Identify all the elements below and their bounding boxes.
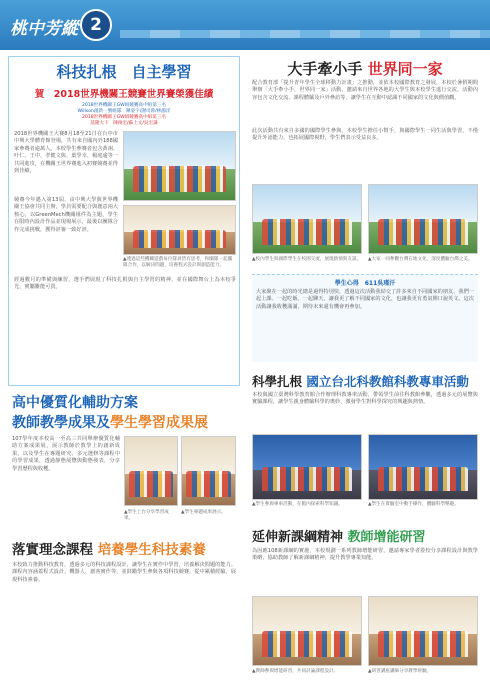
- article1-award-line-2: Willson創新一號組隊 陳姿宇/謝司蓉/林鴻洋: [77, 109, 171, 114]
- article-science-bus: [248, 372, 482, 520]
- article5-title-part-2: 教師增能研習: [347, 530, 426, 545]
- article3-caption-1: ▲學生參與專車活動，在館內探索科學知識。: [252, 502, 343, 507]
- science-museum-photo-2: [368, 434, 478, 500]
- article4-caption-2: ▲學生專題成果展示。: [181, 510, 226, 515]
- article2-caption-1: ▲校內學生與國際學生在校園交流，展現熱情與友誼。: [252, 257, 362, 262]
- cultural-visit-photo: [368, 184, 478, 254]
- article3-title-part-1: 科學扎根: [252, 374, 303, 389]
- article5-caption-2: ▲研習講座講師分享教學經驗。: [368, 669, 432, 674]
- article4-caption-1: ▲學生上台分享學習成果。: [124, 510, 169, 521]
- article3-body: 本校與國立臺灣科學教育館合作辦理科教專車活動，帶領學生前往科教館參觀，透過多元的展覽與實驗課程，讓學生親身體驗科學的奧妙，激發學生對科學探究的興趣與熱情。: [252, 392, 478, 406]
- article3-title-part-2: 國立台北科教館科教專車活動: [306, 374, 469, 389]
- article4-body: 107學年度本校高一至高三共同舉辦優質化輔助方案成果展，展示教師於教學上的創新成果，以及學生在專題研究、多元選修等課程中的學習成果，透過靜態展覽與動態發表，分享學習歷程與收穫。: [12, 436, 120, 472]
- article1-body: 2018世界機關王大賽8月18至21日在台中市中興大學體育館登場，共有來自國內外188國家參賽者逾萬人。本校學生參賽者包含黃翊、叶仁、王中、孝健文與、葉學幸、楊庭逾等一共同進攻，在機關王世界賽進入初賽競賽並得到佳績。: [14, 131, 118, 175]
- robotics-competition-photo: [123, 205, 236, 255]
- article-teacher-training: [248, 526, 482, 694]
- article5-body: 為因應108新課綱的實施，本校規劃一系列教師增能研習，邀請專家學者蒞校分享課程設計與教學策略，協助教師了解新課綱精神，提升教學專業知能。: [252, 548, 478, 562]
- article6-title-part-1: 落實理念課程: [12, 542, 93, 558]
- article1-body-2: 競賽今年邁入第13屆，由中興大學與世界機關王協會共同主辦，學員需要配合與創意兩大核心，以GreenMech機關組件為主題，學生在限時內設計作品並現場展示，最後以團隊合作完成挑戰，獲得評審一致好評。: [14, 197, 118, 233]
- article5-title: [248, 526, 482, 545]
- issue-number-badge: 2: [80, 9, 112, 41]
- article1-body-3: 經過數月的準備與練習，選手們展現了科技扎根與自主學習的精神，並在國際舞台上為本校爭光，實屬難能可貴。: [14, 277, 236, 291]
- article3-title: [248, 372, 482, 390]
- student-reflection-box: [252, 274, 478, 362]
- science-museum-photo-1: [252, 434, 362, 500]
- article2-caption-2: ▲大家一同參觀台灣在地文化，深度體驗台灣之美。: [368, 257, 473, 262]
- article6-title-part-2: 培養學生科技素養: [97, 542, 206, 558]
- article4-title-part-1: 教師教學成果及: [12, 415, 110, 431]
- article5-title-part-1: 延伸新課綱精神: [252, 530, 344, 545]
- page-header: [0, 0, 490, 50]
- article-international-exchange: [248, 56, 482, 366]
- article4-title-part-2: 學生學習成果展: [110, 415, 208, 431]
- student-reflection-name: 學生心得 611吳瑾汗: [334, 280, 396, 287]
- robotics-photo-caption: ▲透過這些機關遊戲每位隊員皆有思考，和團隊一起團隊合作，以解決問題，培養程式設計與創造能力。: [123, 257, 233, 268]
- article2-title-part-2: 世界同一家: [367, 60, 443, 78]
- article4-title: 高中優質化輔助方案: [12, 395, 138, 411]
- article-tech-literacy: [8, 538, 240, 693]
- article1-title: 科技扎根 自主學習: [56, 63, 192, 81]
- robotics-team-photo: [123, 131, 236, 201]
- student-reflection-body: 大家聚在一起的時光總是過得特別快，透過這次活動我結交了許多來自不同國家的朋友，我們一起上課、一起吃飯、一起聊天，讓我更了解不同國家的文化，也讓我更有勇氣開口說英文。這次活動讓我收穫滿滿，期待未來還有機會再參加。: [256, 289, 474, 310]
- article1-award-line-3: 2018世界機關王GW組競賽高中組第三名: [81, 115, 167, 120]
- article-tech-robotics: [8, 56, 240, 386]
- article-quality-program: [8, 392, 240, 532]
- article5-caption-1: ▲教師參與增能研習，共同討論課程設計。: [252, 669, 339, 674]
- sharing-photo: [124, 436, 178, 506]
- article3-caption-2: ▲學生在實驗室中動手操作，體驗科學樂趣。: [368, 502, 459, 507]
- article2-body: 配合教育部「提升青年學生全球移動力計畫」之推動，並依本校國際教育之發展，本校於暑假期間舉辦「大手牽小手，世界同一家」活動，邀請來自世界各地的大學生與本校學生進行交流，活動內容包含文化交流、課程體驗及戶外參訪等，讓學生在互動中認識不同國家的文化與價值觀。: [252, 80, 478, 101]
- article1-subtitle: 賀 2018世界機關王競賽世界賽榮獲佳績: [34, 89, 214, 100]
- article2-body-2: 此次活動共有來自多國的國際學生參與，本校學生擔任小幫手，與國際學生一同生活與學習，不僅提升外語能力，也拓展國際視野，學生們表示受益良多。: [252, 128, 478, 142]
- teacher-workshop-photo-2: [368, 596, 478, 666]
- exchange-group-photo: [252, 184, 362, 254]
- newsletter-title: 桃中芳縱: [10, 19, 78, 39]
- article2-title: [248, 58, 482, 79]
- header-stripe: [120, 30, 490, 38]
- exhibit-photo: [181, 436, 236, 506]
- teacher-workshop-photo-1: [252, 596, 362, 666]
- article1-award-line-4: 基隆大下 陳俊宏/蘇上文/吳宏謙: [90, 121, 158, 126]
- article6-body: 本校致力推動科技教育，透過多元的科技課程設計，讓學生在實作中學習，培養解決問題的能力。課程內容涵蓋程式設計、機器人、創客實作等，並鼓勵學生參與各項科技競賽，從中累積經驗，展現科技素養。: [12, 562, 236, 583]
- article2-title-part-1: 大手牽小手: [287, 60, 363, 78]
- article1-award-line-1: 2018世界機關王GW組競賽高中組第三名: [81, 103, 167, 108]
